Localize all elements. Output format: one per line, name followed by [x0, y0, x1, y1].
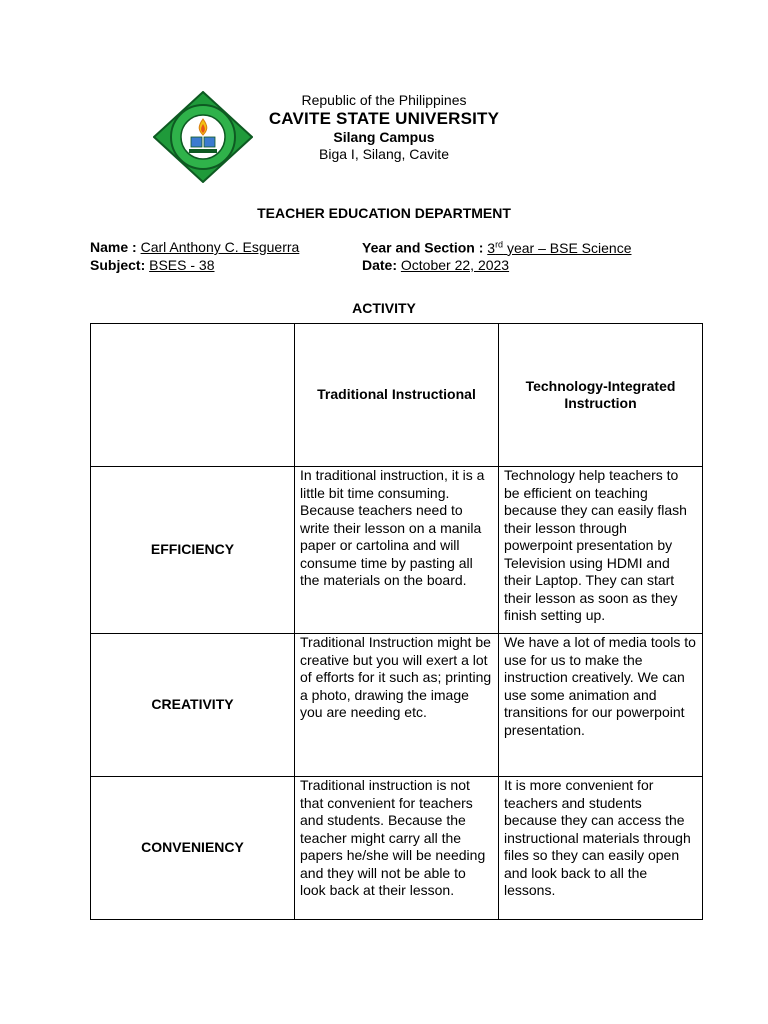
- campus-name: Silang Campus: [333, 129, 435, 145]
- year-section-value: 3rd year – BSE Science: [487, 239, 632, 256]
- name-label: Name :: [90, 239, 137, 255]
- activity-title: ACTIVITY: [352, 300, 416, 316]
- subject-value: BSES - 38: [149, 257, 215, 273]
- cell-technology-conveniency: It is more convenient for teachers and students because they can access the instructional materials through files so they can easily open and look back to all the lessons.: [499, 777, 703, 920]
- year-section-label: Year and Section :: [362, 239, 484, 256]
- date-label: Date:: [362, 257, 398, 273]
- campus-address: Biga I, Silang, Cavite: [319, 146, 449, 162]
- subject-field: [90, 257, 215, 273]
- table-row: [91, 634, 703, 777]
- name-field: [90, 239, 299, 255]
- header-traditional: Traditional Instructional: [295, 324, 499, 467]
- country-line: Republic of the Philippines: [301, 92, 467, 108]
- university-name: CAVITE STATE UNIVERSITY: [268, 109, 500, 128]
- header-cell-empty: [91, 324, 295, 467]
- comparison-table: [90, 323, 703, 920]
- date-value: October 22, 2023: [400, 257, 510, 273]
- row-label-efficiency: EFFICIENCY: [91, 467, 295, 634]
- subject-label: Subject:: [90, 257, 146, 273]
- cell-traditional-efficiency: In traditional instruction, it is a little bit time consuming. Because teachers need to write their lesson on a manila paper or cartolina and will consume time by pasting all the materials on the board.: [295, 467, 499, 634]
- row-label-creativity: CREATIVITY: [91, 634, 295, 777]
- cell-traditional-creativity: Traditional Instruction might be creative but you will exert a lot of efforts for it such as; printing a photo, drawing the image you are needing etc.: [295, 634, 499, 777]
- row-label-conveniency: CONVENIENCY: [91, 777, 295, 920]
- department-title: TEACHER EDUCATION DEPARTMENT: [257, 205, 511, 221]
- table-row: [91, 467, 703, 634]
- cell-technology-efficiency: Technology help teachers to be efficient on teaching because they can easily flash their lesson through powerpoint presentation by Television using HDMI and their Laptop. They can start their lesson as soon as they finish setting up.: [499, 467, 703, 634]
- name-value: Carl Anthony C. Esguerra: [140, 239, 300, 255]
- cell-technology-creativity: We have a lot of media tools to use for us to make the instruction creatively. We can use some animation and transitions for our powerpoint presentation.: [499, 634, 703, 777]
- date-field: [362, 257, 509, 273]
- header-technology: Technology-Integrated Instruction: [499, 324, 703, 467]
- table-header-row: [91, 324, 703, 467]
- cell-traditional-conveniency: Traditional instruction is not that convenient for teachers and students. Because the teacher might carry all the papers he/she will be needing and they will not be able to look back at their lesson.: [295, 777, 499, 920]
- table-row: [91, 777, 703, 920]
- year-section-field: [362, 239, 631, 256]
